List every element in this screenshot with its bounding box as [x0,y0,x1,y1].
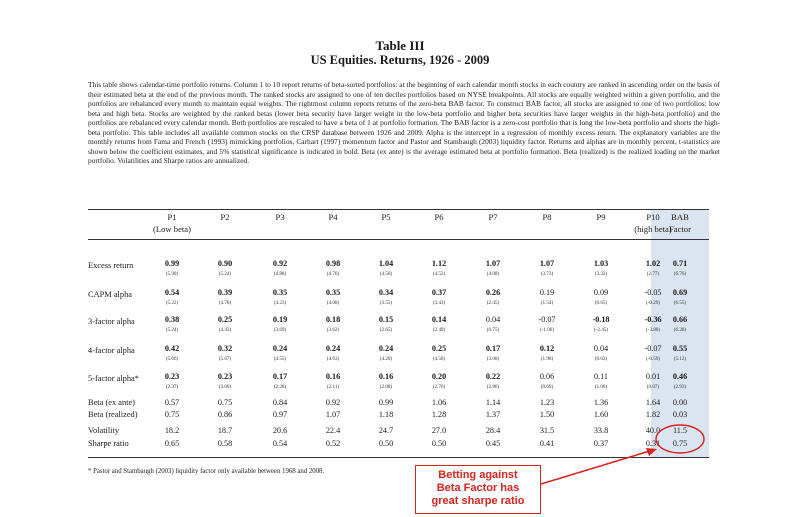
table-cell: 0.18 [325,315,341,324]
table-cell: 28.4 [485,426,501,435]
table-cell: 24.7 [378,426,394,435]
table-cell: 0.37 [431,288,447,297]
column-header-p2: P2 [220,212,230,222]
row-label: Beta (realized) [88,410,138,419]
tstat-cell: (3.69) [273,327,287,333]
table-cell: 0.55 [672,344,688,353]
table-subtitle: US Equities. Returns, 1926 - 2009 [310,53,490,67]
tstat-cell: (0.65) [594,300,608,306]
tstat-cell: (2.08) [379,384,393,390]
tstat-cell: (1.08) [594,384,608,390]
table-cell: 0.34 [378,288,394,297]
table-cell: 0.20 [431,372,447,381]
table-cell: 0.42 [164,344,180,353]
table-cell: 0.71 [672,259,688,268]
table-cell: 0.50 [431,439,447,448]
tstat-cell: (1.54) [540,300,554,306]
table-cell: 0.23 [164,372,180,381]
table-cell: 0.35 [272,288,288,297]
tstat-cell: (5.12) [673,356,687,362]
row-label: 4-factor alpha [88,346,135,355]
table-cell: 0.41 [539,439,555,448]
row-label: Volatility [88,426,120,435]
table-cell: 0.04 [485,315,501,324]
column-subheader-bab: Factor [669,224,691,234]
table-cell: 1.82 [645,410,661,419]
tstat-cell: (6.28) [673,327,687,333]
tstat-cell: (0.63) [594,356,608,362]
table-cell: 1.60 [593,410,609,419]
tstat-cell: (2.49) [432,327,446,333]
table-cell: 0.19 [272,315,288,324]
table-cell: 0.17 [272,372,288,381]
column-header-p4: P4 [328,212,338,222]
table-cell: 0.46 [672,372,688,381]
table-cell: 1.14 [485,398,501,407]
table-cell: 0.99 [164,259,180,268]
table-cell: 0.23 [217,372,233,381]
table-cell: 1.12 [431,259,447,268]
tstat-cell: (5.24) [165,327,179,333]
table-footnote: * Pastor and Stambaugh (2003) liquidity factor only available between 1968 and 2008. [88,468,325,475]
tstat-cell: (4.20) [379,356,393,362]
table-cell: 0.92 [272,259,288,268]
tstat-cell: (-1.06) [539,327,555,333]
table-cell: -0.18 [592,315,610,324]
table-cell: 1.50 [539,410,555,419]
table-cell: 0.50 [378,439,394,448]
table-cell: 0.22 [485,372,501,381]
column-header-p8: P8 [542,212,552,222]
table-cell: 0.11 [593,372,609,381]
highlight-circle [656,425,704,453]
tstat-cell: (1.98) [540,356,554,362]
table-cell: 33.8 [593,426,609,435]
tstat-cell: (-0.59) [645,356,661,362]
table-cell: 31.5 [539,426,555,435]
table-cell: 0.12 [539,344,555,353]
row-label: Beta (ex ante) [88,398,135,407]
tstat-cell: (4.58) [432,356,446,362]
table-cell: 0.54 [164,288,180,297]
table-cell: -0.36 [644,315,662,324]
table-cell: 1.06 [431,398,447,407]
tstat-cell: (4.88) [273,271,287,277]
tstat-cell: (5.66) [165,356,179,362]
table-cell: 0.16 [378,372,394,381]
tstat-cell: (3.55) [379,300,393,306]
table-cell: 0.04 [593,344,609,353]
row-label: Sharpe ratio [88,439,129,448]
table-cell: 18.2 [164,426,180,435]
tstat-cell: (3.43) [432,300,446,306]
column-header-p7: P7 [488,212,498,222]
tstat-cell: (4.63) [326,356,340,362]
table-cell: -0.05 [644,288,662,297]
table-cell: 0.97 [272,410,288,419]
table-cell: 11.5 [672,426,688,435]
tstat-cell: (6.55) [673,300,687,306]
table-cell: 0.16 [325,372,341,381]
table-cell: 0.06 [539,372,555,381]
table-cell: 0.14 [431,315,447,324]
table-cell: 0.65 [164,439,180,448]
table-cell: 0.99 [378,398,394,407]
tstat-cell: (4.70) [218,300,232,306]
table-cell: 0.98 [325,259,341,268]
tstat-cell: (2.11) [326,384,340,390]
column-header-p1: P1 [167,212,177,222]
tstat-cell: (2.86) [486,384,500,390]
tstat-cell: (4.55) [273,356,287,362]
tstat-cell: (2.28) [273,384,287,390]
table-cell: 20.6 [272,426,288,435]
tstat-cell: (3.00) [486,356,500,362]
tstat-cell: (4.52) [432,271,446,277]
table-cell: 40.0 [645,426,661,435]
table-cell: 0.86 [217,410,233,419]
column-header-p10: P10 [646,212,660,222]
tstat-cell: (6.76) [673,271,687,277]
table-cell: 0.38 [164,315,180,324]
table-cell: 0.90 [217,259,233,268]
table-cell: 18.7 [217,426,233,435]
table-cell: 0.69 [672,288,688,297]
table-cell: 0.25 [431,344,447,353]
row-label: Excess return [88,261,134,270]
callout-line-1: Betting against [438,469,518,481]
table-cell: 1.07 [539,259,555,268]
tstat-cell: (3.73) [540,271,554,277]
tstat-cell: (2.77) [646,271,660,277]
tstat-cell: (4.56) [379,271,393,277]
table-cell: 1.18 [378,410,394,419]
table-cell: 0.03 [672,410,688,419]
tstat-cell: (2.37) [165,384,179,390]
tstat-cell: (3.62) [326,327,340,333]
tstat-cell: (3.32) [594,271,608,277]
column-header-p9: P9 [596,212,606,222]
table-cell: 0.58 [217,439,233,448]
tstat-cell: (4.76) [326,271,340,277]
table-cell: 0.57 [164,398,180,407]
column-header-bab: BAB [671,212,689,222]
arrowhead-icon [646,448,657,456]
table-caption: This table shows calendar-time portfolio returns. Column 1 to 10 report returns of beta-sorted portfolios: at the beginning of each calendar month stocks in each country are ranked in ascending order on the basis of their estimated beta at the end of the previous month. The ranked stocks are assigned to one of ten deciles portfolios based on NYSE breakpoints. All stocks are equally weighted within a given portfolio, and the portfolios are rebalanced every month to maintain equal weights. The rightmost column reports returns of the zero-beta BAB factor. To construct BAB factor, all stocks are assigned to one of two portfolios: low beta and high beta. Stocks are weighted by the ranked betas (lower beta security have larger weight in the low-beta portfolio and higher beta securities have larger weights in the high-beta portfolio) and the portfolios are rebalanced every calendar month. Both portfolios are rescaled to have a beta of 1 at portfolio formation. The BAB factor is a zero-cost portfolio that is long the low-beta portfolio and shorts the high-beta portfolio. This table includes all available common stocks on the CRSP database between 1926 and 2009. Alpha is the intercept in a regression of monthly excess return. The explanatory variables are the monthly returns from Fama and French (1993) mimicking portfolios, Carhart (1997) momentum factor and Pastor and Stambaugh (2003) liquidity factor. Returns and alphas are in monthly percent, t-statistics are shown below the coefficient estimates, and 5% statistical significance is indicated in bold. Beta (ex ante) is the average estimated beta at portfolio formation. Beta (realized) is the realized loading on the market portfolio. Volatilities and Sharpe ratios are annualized. [88,80,720,166]
column-subheader-p1: (Low beta) [153,224,191,234]
table-cell: 27.0 [431,426,447,435]
tstat-cell: (3.00) [218,384,232,390]
table-cell: 0.35 [325,288,341,297]
table-cell: 0.24 [378,344,394,353]
callout-line-2: Beta Factor has [436,482,520,494]
tstat-cell: (4.23) [273,300,287,306]
table-cell: 0.45 [485,439,501,448]
tstat-cell: (-3.80) [645,327,661,333]
table-cell: 1.36 [593,398,609,407]
column-header-p3: P3 [275,212,285,222]
tstat-cell: (2.93) [673,384,687,390]
table-cell: 0.26 [485,288,501,297]
callout-box [415,465,541,514]
table-cell: 0.25 [217,315,233,324]
tstat-cell: (0.75) [486,327,500,333]
table-cell: 1.23 [539,398,555,407]
table-cell: 0.24 [272,344,288,353]
row-label: 5-factor alpha* [88,374,139,383]
table-cell: 0.54 [272,439,288,448]
table-cell: 0.32 [217,344,233,353]
table-cell: 1.03 [593,259,609,268]
tstat-cell: (5.24) [218,271,232,277]
table-cell: 1.02 [645,259,661,268]
table-cell: 0.24 [325,344,341,353]
column-header-p6: P6 [434,212,444,222]
table-cell: 22.4 [325,426,341,435]
column-subheader-p10: (high beta) [634,224,672,234]
tstat-cell: (4.00) [326,300,340,306]
table-cell: 0.31 [645,439,661,448]
table-cell: 0.84 [272,398,288,407]
table-cell: 0.17 [485,344,501,353]
table-cell: 0.19 [539,288,555,297]
table-cell: 1.07 [485,259,501,268]
tstat-cell: (-2.45) [593,327,609,333]
tstat-cell: (5.22) [165,300,179,306]
tstat-cell: (0.69) [540,384,554,390]
tstat-cell: (2.45) [486,300,500,306]
tstat-cell: (5.67) [218,356,232,362]
tstat-cell: (-0.29) [645,300,661,306]
table-cell: 0.92 [325,398,341,407]
table-cell: 1.07 [325,410,341,419]
table-cell: 1.28 [431,410,447,419]
table-cell: 0.75 [672,439,688,448]
tstat-cell: (2.65) [379,327,393,333]
row-label: 3-factor alpha [88,317,135,326]
table-cell: 1.64 [645,398,661,407]
column-header-p5: P5 [381,212,391,222]
table-cell: 0.52 [325,439,341,448]
tstat-cell: (2.76) [432,384,446,390]
table-cell: 0.15 [378,315,394,324]
table-cell: 0.37 [593,439,609,448]
callout-line-3: great sharpe ratio [431,495,525,507]
table-cell: 0.01 [645,372,661,381]
tstat-cell: (5.90) [165,271,179,277]
table-cell: 0.75 [217,398,233,407]
table-cell: -0.07 [644,344,662,353]
table-cell: 0.66 [672,315,688,324]
tstat-cell: (4.43) [218,327,232,333]
tstat-cell: (0.07) [646,384,660,390]
table-cell: 1.04 [378,259,394,268]
row-label: CAPM alpha [88,290,132,299]
table-cell: 0.00 [672,398,688,407]
callout-arrow [541,450,653,484]
table-cell: 0.09 [593,288,609,297]
tstat-cell: (4.08) [486,271,500,277]
table-cell: 1.37 [485,410,501,419]
table-cell: 0.75 [164,410,180,419]
table-cell: 0.39 [217,288,233,297]
table-cell: -0.07 [538,315,556,324]
table-title: Table III [375,38,425,53]
